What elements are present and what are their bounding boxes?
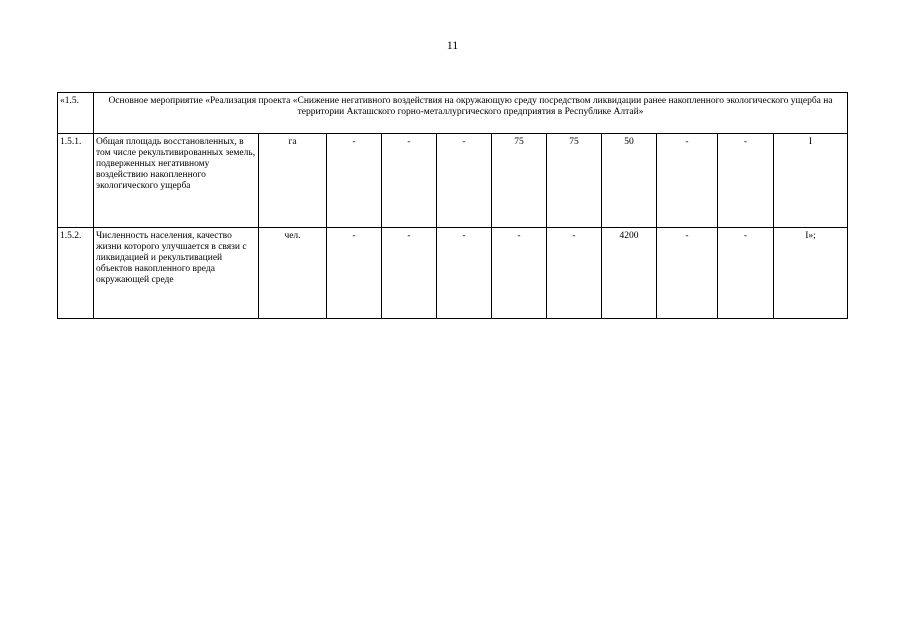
value-cell: - — [327, 228, 382, 319]
value-cell: - — [382, 228, 437, 319]
table-row — [58, 134, 848, 228]
event-title: Основное мероприятие «Реализация проекта «Снижение негативного воздействия на окружающую среду посредством ликвидации ранее накопленного экологического ущерба на территории Акташского горно-металлургического предприятия в Республике Алтай» — [94, 93, 848, 134]
event-number: «1.5. — [58, 93, 94, 134]
row-number: 1.5.1. — [58, 134, 94, 228]
value-cell: - — [437, 228, 492, 319]
indicator-description: Общая площадь восстановленных, в том числе рекультивированных земель, подверженных негативному воздействию накопленного экологического ущерба — [94, 134, 259, 228]
value-cell: - — [657, 134, 718, 228]
value-cell: - — [382, 134, 437, 228]
value-cell: - — [492, 228, 547, 319]
value-cell: - — [547, 228, 602, 319]
indicator-description: Численность населения, качество жизни которого улучшается в связи с ликвидацией и рекультивацией объектов накопленного вреда окружающей среде — [94, 228, 259, 319]
value-cell: - — [327, 134, 382, 228]
value-cell: 75 — [547, 134, 602, 228]
unit-cell: га — [259, 134, 327, 228]
value-cell: 75 — [492, 134, 547, 228]
value-cell: - — [718, 228, 774, 319]
value-cell: - — [437, 134, 492, 228]
note-cell: I — [774, 134, 848, 228]
value-cell: - — [657, 228, 718, 319]
table-row-event — [58, 93, 848, 134]
row-number: 1.5.2. — [58, 228, 94, 319]
table-row — [58, 228, 848, 319]
note-cell: I»; — [774, 228, 848, 319]
value-cell: 4200 — [602, 228, 657, 319]
value-cell: 50 — [602, 134, 657, 228]
page-number: 11 — [446, 38, 459, 52]
unit-cell: чел. — [259, 228, 327, 319]
value-cell: - — [718, 134, 774, 228]
indicators-table — [57, 92, 848, 319]
